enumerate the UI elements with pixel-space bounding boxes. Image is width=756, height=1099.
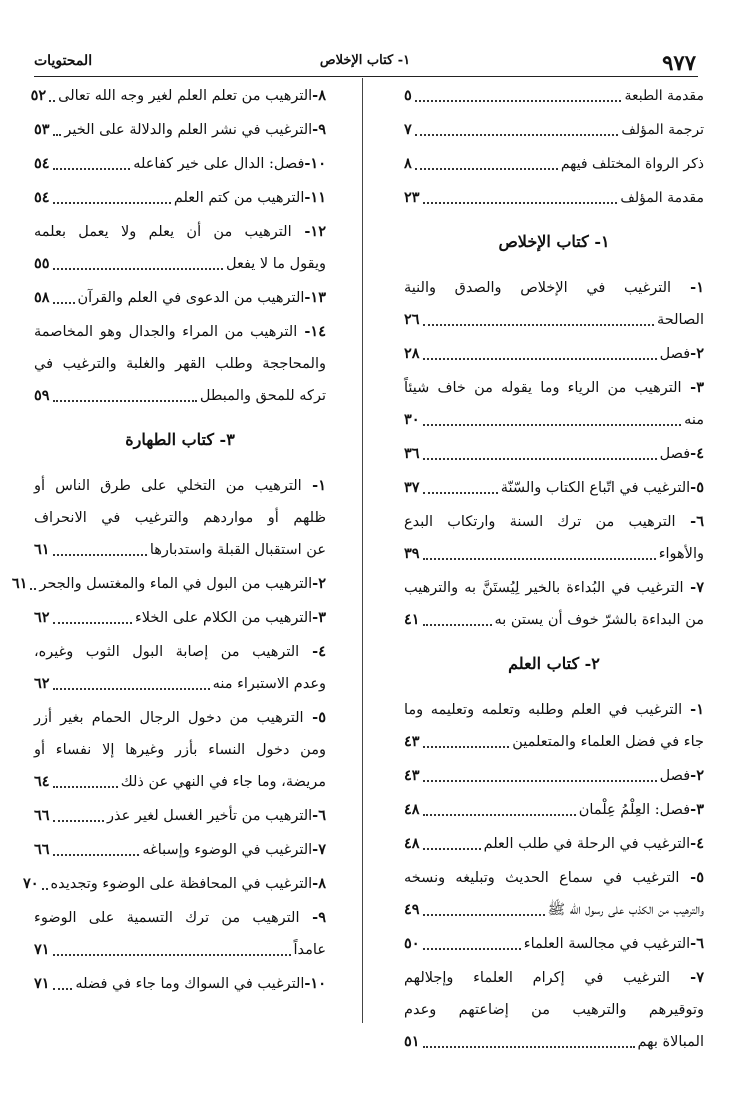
entry-text: فصل <box>659 768 691 784</box>
toc-entry-last-line <box>404 726 704 758</box>
dot-leader <box>423 780 657 782</box>
dot-leader <box>53 302 75 304</box>
toc-entry-last-line <box>404 794 704 826</box>
toc-entry[interactable] <box>34 282 326 314</box>
toc-entry-line <box>34 702 326 734</box>
page-ref: ٧ <box>404 121 412 138</box>
entry-number: ١- <box>301 477 326 494</box>
toc-entry-last-line <box>404 404 704 436</box>
toc-entry-line <box>34 502 326 534</box>
toc-entry[interactable] <box>404 928 704 960</box>
page-ref: ٢٨ <box>404 345 420 362</box>
entry-number: ٤- <box>690 445 704 462</box>
page-ref: ٤٨ <box>404 801 420 818</box>
entry-text: فصل: العِلْمُ عِلْمان <box>578 802 691 818</box>
dot-leader <box>423 746 510 748</box>
column-divider <box>362 78 363 1023</box>
toc-entry[interactable] <box>404 472 704 504</box>
toc-entry[interactable] <box>34 148 326 180</box>
dot-leader <box>423 424 682 426</box>
toc-entry-last-line <box>22 868 326 900</box>
entry-number: ١- <box>671 279 704 296</box>
toc-entry[interactable] <box>34 902 326 966</box>
entry-text: تركه للمحق والمبطل <box>199 388 326 404</box>
toc-entry-line <box>404 272 704 304</box>
entry-text: والمحاججة وطلب القهر والغلبة والترغيب في <box>34 356 326 372</box>
page-ref: ٧٠ <box>22 875 39 892</box>
toc-entry-last-line <box>34 282 326 314</box>
dot-leader <box>415 168 558 170</box>
page-ref: ٥١ <box>404 1033 420 1050</box>
entry-text: الترهيب من التخلي على طرق الناس أو <box>34 478 302 494</box>
entry-number: ٦- <box>690 935 704 952</box>
page-ref: ٥٢ <box>30 87 47 104</box>
entry-number: ١٠- <box>304 155 326 172</box>
dot-leader <box>53 954 291 956</box>
entry-text: ومن دخول النساء بأزر وغيرها إلا نفساء أو <box>34 742 326 758</box>
page-ref: ٦٦ <box>34 807 50 824</box>
entry-text: الصالحة <box>657 312 704 328</box>
entry-text: الترهيب من ترك التسمية على الوضوء <box>34 910 300 926</box>
toc-right-column <box>404 80 704 1060</box>
page-ref: ٣٩ <box>404 545 420 562</box>
entry-number: ٩- <box>299 909 326 926</box>
toc-entry-last-line <box>34 834 326 866</box>
dot-leader <box>415 134 619 136</box>
section-title: المحتويات <box>34 53 93 69</box>
dot-leader <box>423 324 654 326</box>
entry-number: ٢- <box>312 575 326 592</box>
toc-entry-last-line <box>404 182 704 214</box>
entry-text: الترغيب في إكرام العلماء وإجلالهم <box>404 970 671 986</box>
entry-text: الترهيب من ترك السنة وارتكاب البدع <box>404 514 676 530</box>
toc-entry[interactable] <box>404 80 704 112</box>
dot-leader <box>423 848 481 850</box>
page-ref: ٤٣ <box>404 767 420 784</box>
toc-entry-last-line <box>34 800 326 832</box>
dot-leader <box>53 854 140 856</box>
toc-entry-last-line <box>404 472 704 504</box>
toc-entry[interactable] <box>404 114 704 146</box>
toc-entry-last-line <box>404 80 704 112</box>
entry-text: والأهواء <box>658 546 704 562</box>
header-rule <box>34 76 698 77</box>
toc-entry-line <box>34 636 326 668</box>
entry-text: الترغيب في الوضوء وإسباغه <box>142 842 313 858</box>
toc-entry[interactable] <box>34 316 326 412</box>
entry-text: الترهيب من البول في الماء والمغتسل والجحر <box>39 576 313 592</box>
toc-entry-line <box>404 694 704 726</box>
dot-leader <box>53 820 104 822</box>
entry-text: الترهيب من تأخير الغسل لغير عذر <box>107 808 313 824</box>
dot-leader <box>423 458 657 460</box>
page-ref: ٧١ <box>34 975 50 992</box>
toc-entry-line <box>404 962 704 994</box>
toc-entry-last-line <box>34 148 326 180</box>
entry-text: ذكر الرواة المختلف فيهم <box>560 156 704 172</box>
toc-entry[interactable] <box>404 962 704 1058</box>
page-ref: ٥٩ <box>34 387 50 404</box>
toc-entry[interactable] <box>404 148 704 180</box>
page-ref: ٥ <box>404 87 412 104</box>
page-ref: ٧١ <box>34 941 50 958</box>
page-ref: ٦٤ <box>34 773 50 790</box>
entry-text: الترغيب في البُداءة بالخير لِيُستَنَّ به والترهيب <box>404 580 684 596</box>
dot-leader <box>423 948 521 950</box>
page-ref: ٥٠ <box>404 935 420 952</box>
toc-entry-last-line <box>404 114 704 146</box>
toc-entry-last-line <box>404 304 704 336</box>
page-ref: ٥٤ <box>34 155 50 172</box>
entry-number: ٨- <box>312 875 326 892</box>
entry-number: ٧- <box>683 579 704 596</box>
dot-leader <box>53 168 131 170</box>
toc-entry[interactable] <box>404 338 704 370</box>
toc-entry[interactable] <box>22 868 326 900</box>
toc-entry-line <box>404 506 704 538</box>
page-ref: ٦٢ <box>34 675 50 692</box>
entry-text: والترهيب من الكذب على رسول الله ﷺ <box>547 902 704 918</box>
toc-entry-line <box>34 348 326 380</box>
toc-entry-last-line <box>404 928 704 960</box>
entry-text: الترغيب في اتّباع الكتاب والسّنّة <box>500 480 691 496</box>
toc-entry[interactable] <box>404 372 704 436</box>
page-ref: ٣٠ <box>404 411 420 428</box>
toc-entry-last-line <box>30 80 326 112</box>
toc-entry[interactable] <box>34 216 326 280</box>
dot-leader <box>415 100 622 102</box>
page-ref: ٤٨ <box>404 835 420 852</box>
page-ref: ٤١ <box>404 611 420 628</box>
toc-left-column <box>11 80 326 1002</box>
dot-leader <box>53 622 132 624</box>
toc-entry[interactable] <box>34 114 326 146</box>
entry-text: الترهيب من تعلم العلم لغير وجه الله تعالى <box>58 88 313 104</box>
toc-entry[interactable] <box>34 800 326 832</box>
toc-entry-last-line <box>404 148 704 180</box>
entry-number: ٤- <box>690 835 704 852</box>
entry-text: مقدمة المؤلف <box>620 190 704 206</box>
toc-entry-last-line <box>404 894 704 926</box>
toc-entry-last-line <box>404 338 704 370</box>
chapter-heading: ٣- كتاب الطهارة <box>125 430 235 449</box>
entry-text: الترغيب في الإخلاص والصدق والنية <box>404 280 672 296</box>
toc-entry[interactable] <box>34 702 326 798</box>
running-chapter-title: ١- كتاب الإخلاص <box>319 53 411 68</box>
entry-number: ٥- <box>303 709 326 726</box>
toc-entry-line <box>34 734 326 766</box>
toc-entry-last-line <box>404 604 704 636</box>
dot-leader <box>53 688 210 690</box>
entry-text: الترغيب في الرحلة في طلب العلم <box>483 836 691 852</box>
entry-number: ٦- <box>312 807 326 824</box>
entry-number: ١٠- <box>304 975 326 992</box>
dot-leader <box>423 1046 635 1048</box>
entry-number: ١١- <box>304 189 326 206</box>
dot-leader <box>53 988 73 990</box>
dot-leader <box>53 268 223 270</box>
dot-leader <box>49 100 55 102</box>
page-ref: ٣٦ <box>404 445 420 462</box>
toc-entry[interactable] <box>404 828 704 860</box>
entry-text: الترغيب في السواك وما جاء في فضله <box>75 976 305 992</box>
page-ref: ٥٤ <box>34 189 50 206</box>
entry-text: الترغيب في المحافظة على الوضوء وتجديده <box>50 876 313 892</box>
entry-text: فصل <box>659 346 691 362</box>
toc-entry-last-line <box>34 968 326 1000</box>
toc-entry-last-line <box>34 248 326 280</box>
dot-leader <box>42 888 48 890</box>
entry-number: ٤- <box>299 643 326 660</box>
toc-entry[interactable] <box>404 506 704 570</box>
toc-entry[interactable] <box>30 80 326 112</box>
entry-number: ١- <box>682 701 704 718</box>
entry-text: الترغيب في سماع الحديث وتبليغه ونسخه <box>404 870 680 886</box>
toc-entry-last-line <box>404 438 704 470</box>
toc-entry[interactable] <box>34 968 326 1000</box>
toc-entry-last-line <box>34 534 326 566</box>
page-header <box>34 48 696 74</box>
entry-number: ٦- <box>675 513 704 530</box>
toc-entry[interactable] <box>34 182 326 214</box>
page-ref: ٦١ <box>11 575 28 592</box>
entry-text: وعدم الاستبراء منه <box>212 676 326 692</box>
toc-entry[interactable] <box>34 834 326 866</box>
toc-entry[interactable] <box>11 568 326 600</box>
toc-entry-last-line <box>404 828 704 860</box>
toc-entry-last-line <box>404 760 704 792</box>
toc-entry[interactable] <box>404 694 704 758</box>
entry-text: ترجمة المؤلف <box>621 122 704 138</box>
page-ref: ٦١ <box>34 541 50 558</box>
page-ref: ٢٣ <box>404 189 420 206</box>
toc-entry-last-line <box>11 568 326 600</box>
toc-entry-line <box>34 216 326 248</box>
entry-text: عن استقبال القبلة واستدبارها <box>149 542 326 558</box>
dot-leader <box>423 202 618 204</box>
toc-entry[interactable] <box>404 862 704 926</box>
entry-number: ٣- <box>681 379 704 396</box>
entry-text: منه <box>684 412 704 428</box>
dot-leader <box>423 358 657 360</box>
toc-entry-line <box>34 470 326 502</box>
dot-leader <box>423 558 656 560</box>
page-ref: ٦٢ <box>34 609 50 626</box>
page-ref: ٤٣ <box>404 733 420 750</box>
dot-leader <box>53 134 62 136</box>
entry-number: ٣- <box>312 609 326 626</box>
toc-entry-last-line <box>34 934 326 966</box>
page-ref: ٢٦ <box>404 311 420 328</box>
entry-number: ٧- <box>670 969 705 986</box>
entry-text: الترهيب من الكلام على الخلاء <box>134 610 313 626</box>
toc-entry[interactable] <box>404 760 704 792</box>
page-ref: ٥٥ <box>34 255 50 272</box>
toc-entry[interactable] <box>404 182 704 214</box>
dot-leader <box>30 588 36 590</box>
entry-text: مريضة، وما جاء في النهي عن ذلك <box>120 774 326 790</box>
entry-number: ٥- <box>679 869 704 886</box>
entry-number: ٢- <box>690 345 704 362</box>
entry-text: وتوقيرهم والترهيب من إضاعتهم وعدم <box>404 1002 704 1018</box>
page-ref: ٨ <box>404 155 412 172</box>
entry-number: ١٤- <box>297 323 326 340</box>
page-ref: ٦٦ <box>34 841 50 858</box>
entry-text: الترغيب في مجالسة العلماء <box>523 936 691 952</box>
toc-entry-line <box>34 902 326 934</box>
toc-entry-last-line <box>404 1026 704 1058</box>
page-ref: ٥٣ <box>34 121 50 138</box>
dot-leader <box>423 492 498 494</box>
toc-entry-last-line <box>34 766 326 798</box>
entry-number: ٢- <box>690 767 704 784</box>
page-ref: ٣٧ <box>404 479 420 496</box>
entry-text: عامداً <box>293 942 326 958</box>
toc-entry-last-line <box>34 114 326 146</box>
toc-entry-last-line <box>34 182 326 214</box>
entry-text: الترهيب من أن يعلم ولا يعمل بعلمه <box>34 224 292 240</box>
entry-text: ويقول ما لا يفعل <box>225 256 326 272</box>
chapter-heading: ٢- كتاب العلم <box>508 654 600 673</box>
toc-entry[interactable] <box>404 272 704 336</box>
toc-entry-line <box>404 372 704 404</box>
entry-text: المبالاة بهم <box>637 1034 704 1050</box>
entry-text: الترهيب من إصابة البول الثوب وغيره، <box>34 644 300 660</box>
dot-leader <box>53 554 147 556</box>
toc-entry-line <box>404 862 704 894</box>
toc-entry-line <box>404 572 704 604</box>
entry-text: ظلهم أو مواردهم والترغيب في الانحراف <box>34 510 326 526</box>
entry-text: من البداءة بالشرّ خوف أن يستن به <box>494 612 704 628</box>
toc-entry[interactable] <box>34 470 326 566</box>
toc-entry[interactable] <box>404 794 704 826</box>
entry-text: الترهيب من دخول الرجال الحمام بغير أزر <box>34 710 304 726</box>
dot-leader <box>53 786 118 788</box>
entry-number: ٥- <box>690 479 704 496</box>
toc-entry-last-line <box>34 380 326 412</box>
entry-text: فصل <box>659 446 691 462</box>
entry-text: جاء في فضل العلماء والمتعلمين <box>512 734 704 750</box>
toc-entry-last-line <box>34 602 326 634</box>
page-ref: ٤٩ <box>404 901 420 918</box>
toc-entry-last-line <box>404 538 704 570</box>
entry-text: الترغيب في نشر العلم والدلالة على الخير <box>64 122 313 138</box>
entry-text: الترهيب من الرياء وما يقوله من خاف شيئاً <box>404 380 682 396</box>
toc-entry[interactable] <box>404 438 704 470</box>
dot-leader <box>53 202 171 204</box>
entry-number: ٩- <box>312 121 326 138</box>
toc-entry-last-line <box>34 668 326 700</box>
entry-number: ٧- <box>312 841 326 858</box>
dot-leader <box>423 624 492 626</box>
dot-leader <box>423 914 545 916</box>
page-ref: ٥٨ <box>34 289 50 306</box>
dot-leader <box>53 400 197 402</box>
entry-number: ٣- <box>690 801 704 818</box>
entry-number: ٨- <box>312 87 326 104</box>
entry-text: مقدمة الطبعة <box>624 88 704 104</box>
toc-entry[interactable] <box>34 636 326 700</box>
toc-entry-line <box>34 316 326 348</box>
entry-text: الترهيب من المراء والجدال وهو المخاصمة <box>34 324 298 340</box>
toc-entry-line <box>404 994 704 1026</box>
entry-text: الترهيب من الدعوى في العلم والقرآن <box>77 290 305 306</box>
toc-entry[interactable] <box>34 602 326 634</box>
page-number: ٩٧٧ <box>662 50 696 75</box>
entry-text: فصل: الدال على خير كفاعله <box>133 156 305 172</box>
entry-text: الترغيب في العلم وطلبه وتعلمه وتعليمه وما <box>404 702 683 718</box>
toc-entry[interactable] <box>404 572 704 636</box>
entry-number: ١٢- <box>291 223 326 240</box>
entry-text: الترهيب من كتم العلم <box>173 190 305 206</box>
entry-number: ١٣- <box>304 289 326 306</box>
dot-leader <box>423 814 576 816</box>
chapter-heading: ١- كتاب الإخلاص <box>498 232 610 251</box>
